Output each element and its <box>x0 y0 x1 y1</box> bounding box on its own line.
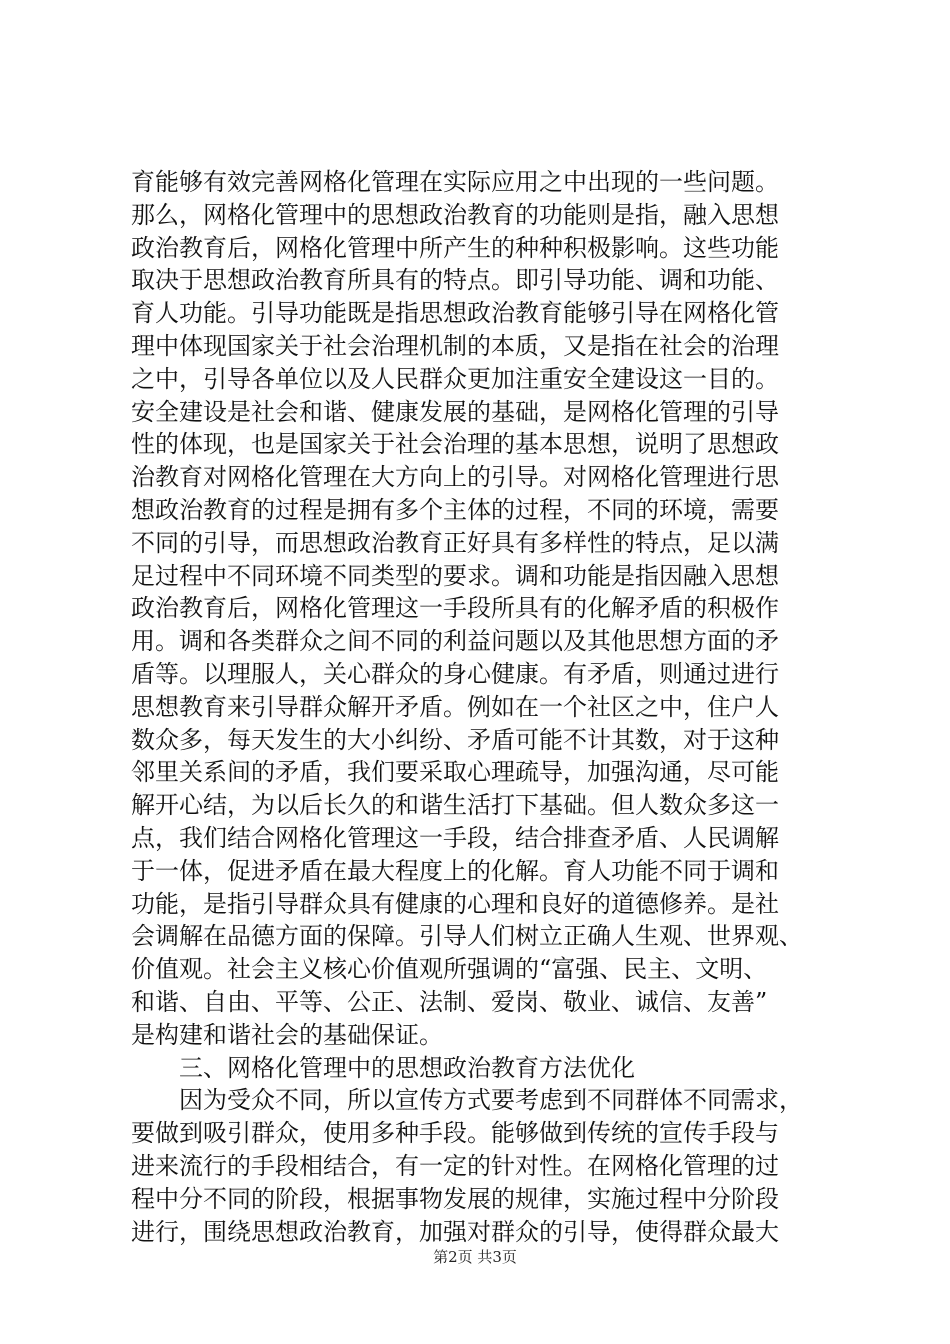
text-line: 要做到吸引群众，使用多种手段。能够做到传统的宣传手段与 <box>131 1119 779 1148</box>
text-line: 是构建和谐社会的基础保证。 <box>131 1020 443 1049</box>
text-line: 不同的引导，而思想政治教育正好具有多样性的特点，足以满 <box>131 528 779 557</box>
text-line: 进来流行的手段相结合，有一定的针对性。在网格化管理的过 <box>131 1151 779 1180</box>
page-footer <box>0 1247 950 1267</box>
text-line: 因为受众不同，所以宣传方式要考虑到不同群体不同需求， <box>179 1086 803 1115</box>
text-line: 治教育对网格化管理在大方向上的引导。对网格化管理进行思 <box>131 463 779 492</box>
section-heading: 三、网格化管理中的思想政治教育方法优化 <box>179 1053 635 1082</box>
text-line: 那么，网格化管理中的思想政治教育的功能则是指，融入思想 <box>131 200 779 229</box>
body-text <box>131 166 831 1248</box>
text-line: 和谐、自由、平等、公正、法制、爱岗、敬业、诚信、友善” <box>131 987 768 1016</box>
text-line: 之中，引导各单位以及人民群众更加注重安全建设这一目的。 <box>131 364 779 393</box>
text-line: 想政治教育的过程是拥有多个主体的过程，不同的环境，需要 <box>131 495 779 524</box>
text-line: 政治教育后，网格化管理中所产生的种种积极影响。这些功能 <box>131 233 779 262</box>
text-line: 功能，是指引导群众具有健康的心理和良好的道德修养。是社 <box>131 889 779 918</box>
text-line: 育人功能。引导功能既是指思想政治教育能够引导在网格化管 <box>131 299 779 328</box>
text-line: 盾等。以理服人，关心群众的身心健康。有矛盾，则通过进行 <box>131 659 779 688</box>
text-line: 解开心结，为以后长久的和谐生活打下基础。但人数众多这一 <box>131 791 779 820</box>
text-line: 用。调和各类群众之间不同的利益问题以及其他思想方面的矛 <box>131 627 779 656</box>
page-number-label: 第2页 共3页 <box>433 1248 517 1266</box>
text-line: 安全建设是社会和谐、健康发展的基础，是网格化管理的引导 <box>131 397 779 426</box>
text-line: 足过程中不同环境不同类型的要求。调和功能是指因融入思想 <box>131 561 779 590</box>
text-line: 取决于思想政治教育所具有的特点。即引导功能、调和功能、 <box>131 266 779 295</box>
text-line: 价值观。社会主义核心价值观所强调的“富强、民主、文明、 <box>131 955 768 984</box>
text-line: 性的体现，也是国家关于社会治理的基本思想，说明了思想政 <box>131 430 779 459</box>
text-line: 会调解在品德方面的保障。引导人们树立正确人生观、世界观、 <box>131 922 803 951</box>
text-line: 理中体现国家关于社会治理机制的本质，又是指在社会的治理 <box>131 331 779 360</box>
text-line: 邻里关系间的矛盾，我们要采取心理疏导，加强沟通，尽可能 <box>131 758 779 787</box>
text-line: 育能够有效完善网格化管理在实际应用之中出现的一些问题。 <box>131 168 779 196</box>
text-line: 于一体，促进矛盾在最大程度上的化解。育人功能不同于调和 <box>131 856 779 885</box>
text-line: 思想教育来引导群众解开矛盾。例如在一个社区之中，住户人 <box>131 692 779 721</box>
text-line: 政治教育后，网格化管理这一手段所具有的化解矛盾的积极作 <box>131 594 779 623</box>
text-line: 点，我们结合网格化管理这一手段，结合排查矛盾、人民调解 <box>131 823 779 852</box>
text-line: 进行，围绕思想政治教育，加强对群众的引导，使得群众最大 <box>131 1217 779 1246</box>
text-line: 程中分不同的阶段，根据事物发展的规律，实施过程中分阶段 <box>131 1184 779 1213</box>
text-line: 数众多，每天发生的大小纠纷、矛盾可能不计其数，对于这种 <box>131 725 779 754</box>
